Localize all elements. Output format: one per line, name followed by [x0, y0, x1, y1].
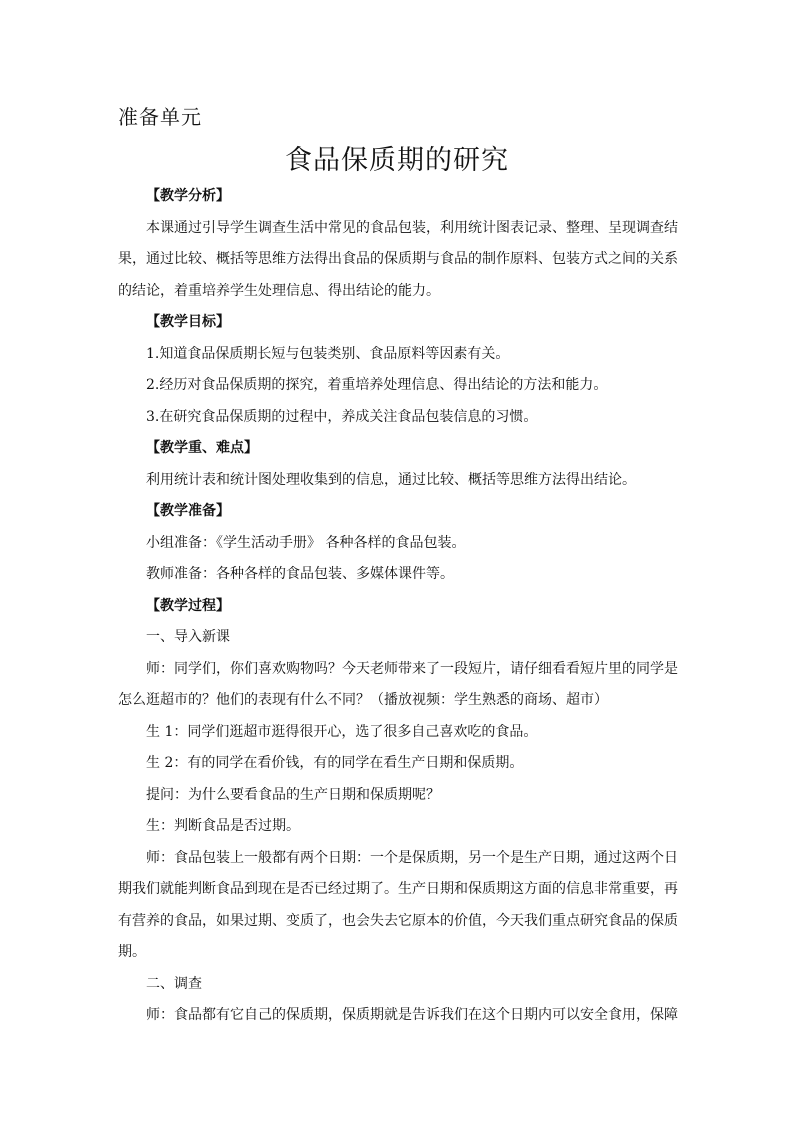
- process-paragraph: 师：同学们，你们喜欢购物吗？今天老师带来了一段短片，请仔细看看短片里的同学是怎么逛超市的？他们的表现有什么不同？（播放视频：学生熟悉的商场、超市）: [118, 660, 678, 708]
- process-paragraph: 提问：为什么要看食品的生产日期和保质期呢？: [146, 786, 440, 803]
- process-subheading: 一、导入新课: [146, 629, 230, 645]
- process-paragraph: 生 2：有的同学在看价钱，有的同学在看生产日期和保质期。: [146, 755, 524, 771]
- analysis-heading: 【教学分析】: [146, 188, 230, 204]
- goals-heading: 【教学目标】: [146, 314, 230, 330]
- preparation-item: 教师准备：各种各样的食品包装、多媒体课件等。: [146, 566, 454, 582]
- process-subheading: 二、调查: [146, 975, 202, 992]
- process-paragraph: 师：食品包装上一般都有两个日期：一个是保质期，另一个是生产日期，通过这两个日期我们就能判断食品到现在是否已经过期了。生产日期和保质期这方面的信息非常重要，再有营养的食品，如果过期、变质了，也会失去它原本的价值，今天我们重点研究食品的保质期。: [118, 849, 678, 960]
- preparation-item: 小组准备：《学生活动手册》 各种各样的食品包装。: [146, 534, 466, 551]
- goal-item: 2.经历对食品保质期的探究，着重培养处理信息、得出结论的方法和能力。: [146, 377, 608, 393]
- process-paragraph: 生 1：同学们逛超市逛得很开心，选了很多自己喜欢吃的食品。: [146, 723, 538, 740]
- process-heading: 【教学过程】: [146, 597, 230, 614]
- analysis-paragraph: 本课通过引导学生调查生活中常见的食品包装，利用统计图表记录、整理、呈现调查结果，通过比较、概括等思维方法得出食品的保质期与食品的制作原料、包装方式之间的关系的结论，着重培养学生处理信息、得出结论的能力。: [118, 219, 678, 299]
- unit-label: 准备单元: [118, 105, 202, 129]
- goal-item: 1.知道食品保质期长短与包装类别、食品原料等因素有关。: [146, 345, 510, 362]
- goal-item: 3.在研究食品保质期的过程中，养成关注食品包装信息的习惯。: [146, 408, 538, 425]
- document-title: 食品保质期的研究: [285, 145, 509, 176]
- process-paragraph: 师：食品都有它自己的保质期，保质期就是告诉我们在这个日期内可以安全食用，保障: [146, 1007, 678, 1023]
- document-body: [118, 181, 678, 1032]
- preparation-heading: 【教学准备】: [146, 503, 230, 519]
- process-paragraph: 生：判断食品是否过期。: [146, 818, 300, 834]
- key-points-heading: 【教学重、难点】: [146, 440, 258, 456]
- key-points-paragraph: 利用统计表和统计图处理收集到的信息，通过比较、概括等思维方法得出结论。: [146, 471, 636, 488]
